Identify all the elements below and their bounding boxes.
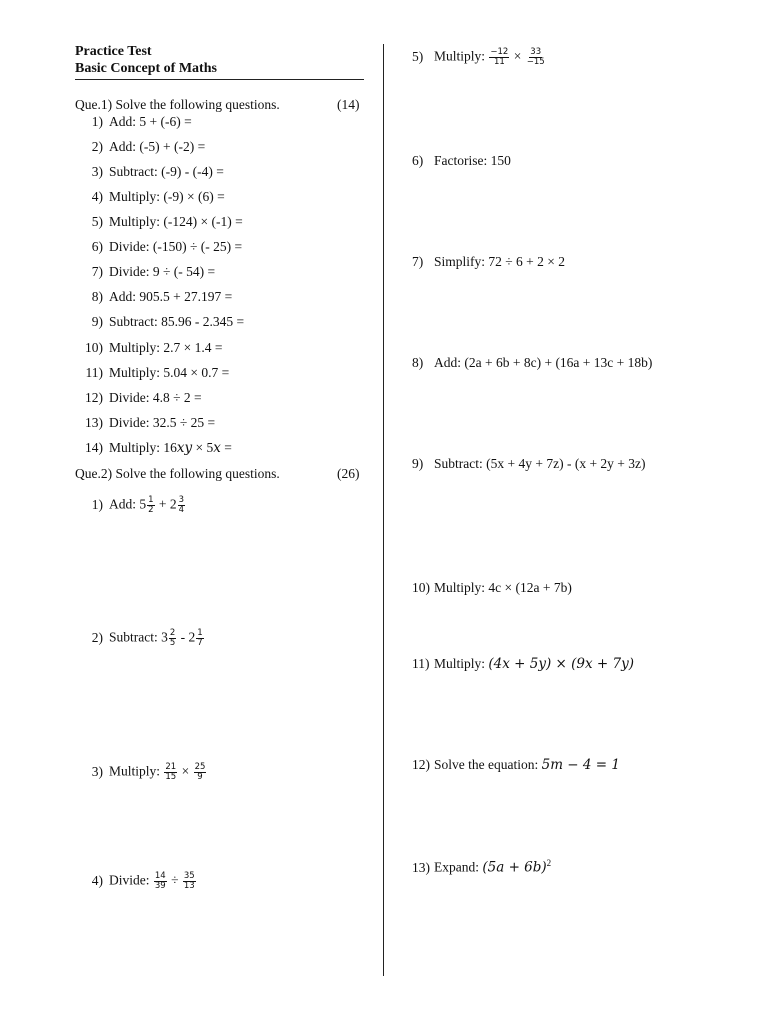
question-text: Subtract: 85.96 - 2.345 = bbox=[109, 314, 245, 329]
question-number: 13) bbox=[85, 415, 103, 430]
header-divider bbox=[75, 79, 364, 80]
mixed-whole: 2 bbox=[169, 496, 177, 512]
exponent: 2 bbox=[546, 858, 552, 868]
question-item bbox=[75, 289, 232, 305]
question-text: Multiply: bbox=[434, 656, 489, 671]
question-item bbox=[412, 153, 511, 169]
question-number: 10) bbox=[85, 340, 103, 355]
question-text: Expand: bbox=[434, 859, 483, 875]
question-text: Multiply: (-9) × (6) = bbox=[109, 189, 225, 204]
question-item bbox=[75, 164, 224, 180]
fraction: $\frac{3}{4}$ bbox=[178, 495, 185, 515]
question-number: 6) bbox=[412, 153, 424, 168]
question-item bbox=[412, 48, 547, 67]
question-number: 9) bbox=[91, 314, 103, 329]
question-number: 7) bbox=[412, 254, 424, 269]
question-number: 12) bbox=[85, 390, 103, 405]
question-item bbox=[75, 114, 192, 130]
question-number: 2) bbox=[91, 139, 103, 154]
question-item bbox=[412, 355, 652, 371]
question-text: × 5 bbox=[192, 440, 214, 455]
question-text: Subtract: (-9) - (-4) = bbox=[109, 164, 224, 179]
question-number: 1) bbox=[91, 496, 103, 512]
question-number: 11) bbox=[85, 365, 103, 380]
fraction: $\frac{-12}{11}$ bbox=[490, 47, 509, 67]
question-item bbox=[75, 763, 207, 782]
math-variable: xy bbox=[176, 440, 193, 456]
question-text: Add: (-5) + (-2) = bbox=[109, 139, 206, 154]
question-text: Multiply: 2.7 × 1.4 = bbox=[109, 340, 223, 355]
question-number: 13) bbox=[412, 859, 430, 875]
question-text: Multiply: 5.04 × 0.7 = bbox=[109, 365, 230, 380]
fraction: $\frac{1}{2}$ bbox=[148, 495, 154, 515]
question-text: Factorise: 150 bbox=[434, 153, 511, 168]
math-expression: (4x + 5y) × (9x + 7y) bbox=[488, 656, 634, 672]
question-text: Subtract: (5x + 4y + 7z) - (x + 2y + 3z) bbox=[434, 456, 646, 471]
question-item bbox=[75, 440, 232, 456]
question-item bbox=[75, 872, 197, 891]
question-item bbox=[75, 415, 215, 431]
question-item bbox=[75, 189, 225, 205]
question-number: 4) bbox=[91, 872, 103, 888]
question-text: Subtract: bbox=[109, 629, 162, 645]
page-title: Practice Test bbox=[75, 44, 152, 59]
operator: × bbox=[513, 48, 522, 64]
question-number: 1) bbox=[91, 114, 103, 129]
mixed-whole: 2 bbox=[188, 629, 196, 645]
question-number: 11) bbox=[412, 656, 430, 671]
question-item bbox=[75, 340, 222, 356]
question-number: 5) bbox=[412, 48, 424, 64]
operator: - bbox=[180, 629, 186, 645]
question-item bbox=[75, 214, 243, 230]
operator: + bbox=[158, 496, 167, 512]
question-number: 8) bbox=[412, 355, 424, 370]
question-number: 14) bbox=[85, 440, 103, 455]
question-item bbox=[75, 264, 215, 280]
fraction: $\frac{1}{7}$ bbox=[197, 628, 203, 648]
question-text: Multiply: bbox=[109, 763, 164, 779]
question-text: Multiply: (-124) × (-1) = bbox=[109, 214, 243, 229]
fraction: $\frac{2}{5}$ bbox=[169, 628, 176, 648]
question-text: Add: bbox=[109, 496, 140, 512]
question-number: 7) bbox=[91, 264, 103, 279]
question-text: Multiply: bbox=[434, 48, 489, 64]
question-number: 5) bbox=[91, 214, 103, 229]
question-item bbox=[75, 139, 205, 155]
question-text: Divide: 9 ÷ (- 54) = bbox=[109, 264, 216, 279]
question-text: Add: 905.5 + 27.197 = bbox=[109, 289, 233, 304]
column-divider bbox=[383, 44, 384, 976]
question-number: 9) bbox=[412, 456, 424, 471]
fraction: $\frac{14}{39}$ bbox=[154, 871, 166, 891]
question-item bbox=[75, 390, 202, 406]
section-heading-que1: Que.1) Solve the following questions. bbox=[75, 97, 280, 112]
question-item bbox=[75, 629, 205, 648]
question-item bbox=[75, 496, 186, 515]
question-text: Simplify: 72 ÷ 6 + 2 × 2 bbox=[434, 254, 566, 269]
question-item bbox=[412, 757, 620, 773]
math-variable: x bbox=[213, 440, 221, 456]
question-text: Divide: (-150) ÷ (- 25) = bbox=[109, 239, 243, 254]
mixed-whole: 5 bbox=[139, 496, 147, 512]
page-subtitle: Basic Concept of Maths bbox=[75, 61, 217, 76]
question-text: Multiply: 4c × (12a + 7b) bbox=[434, 580, 572, 595]
operator: × bbox=[181, 763, 190, 779]
question-number: 6) bbox=[91, 239, 103, 254]
mixed-whole: 3 bbox=[161, 629, 168, 645]
operator: ÷ bbox=[171, 872, 179, 888]
question-text: Add: (2a + 6b + 8c) + (16a + 13c + 18b) bbox=[434, 355, 653, 370]
question-item bbox=[412, 580, 572, 596]
fraction: $\frac{33}{-15}$ bbox=[526, 47, 545, 67]
question-number: 2) bbox=[91, 629, 103, 645]
section-marks-que1: (14) bbox=[337, 97, 360, 112]
fraction: $\frac{35}{13}$ bbox=[183, 871, 195, 891]
section-heading-que2: Que.2) Solve the following questions. bbox=[75, 466, 280, 481]
question-text: Add: 5 + (-6) = bbox=[109, 114, 192, 129]
question-number: 3) bbox=[91, 164, 103, 179]
question-item bbox=[412, 858, 551, 876]
question-item bbox=[412, 254, 565, 270]
question-number: 8) bbox=[91, 289, 103, 304]
question-item bbox=[412, 456, 646, 472]
section-marks-que2: (26) bbox=[337, 466, 360, 481]
question-item bbox=[412, 656, 634, 672]
question-number: 12) bbox=[412, 757, 430, 772]
math-expression: 5m − 4 = 1 bbox=[541, 757, 620, 773]
fraction: $\frac{21}{15}$ bbox=[165, 762, 177, 782]
fraction: $\frac{25}{9}$ bbox=[194, 762, 206, 782]
question-text: Divide: bbox=[109, 872, 153, 888]
question-item bbox=[75, 365, 229, 381]
question-number: 4) bbox=[91, 189, 103, 204]
question-item bbox=[75, 239, 242, 255]
math-expression: (5a + 6b) bbox=[482, 859, 547, 876]
question-text: Multiply: 16 bbox=[109, 440, 177, 455]
question-number: 10) bbox=[412, 580, 430, 595]
question-text: Divide: 32.5 ÷ 25 = bbox=[109, 415, 216, 430]
question-text: Solve the equation: bbox=[434, 757, 542, 772]
question-text: Divide: 4.8 ÷ 2 = bbox=[109, 390, 202, 405]
question-item bbox=[75, 314, 244, 330]
question-number: 3) bbox=[91, 763, 103, 779]
question-text: = bbox=[220, 440, 232, 455]
